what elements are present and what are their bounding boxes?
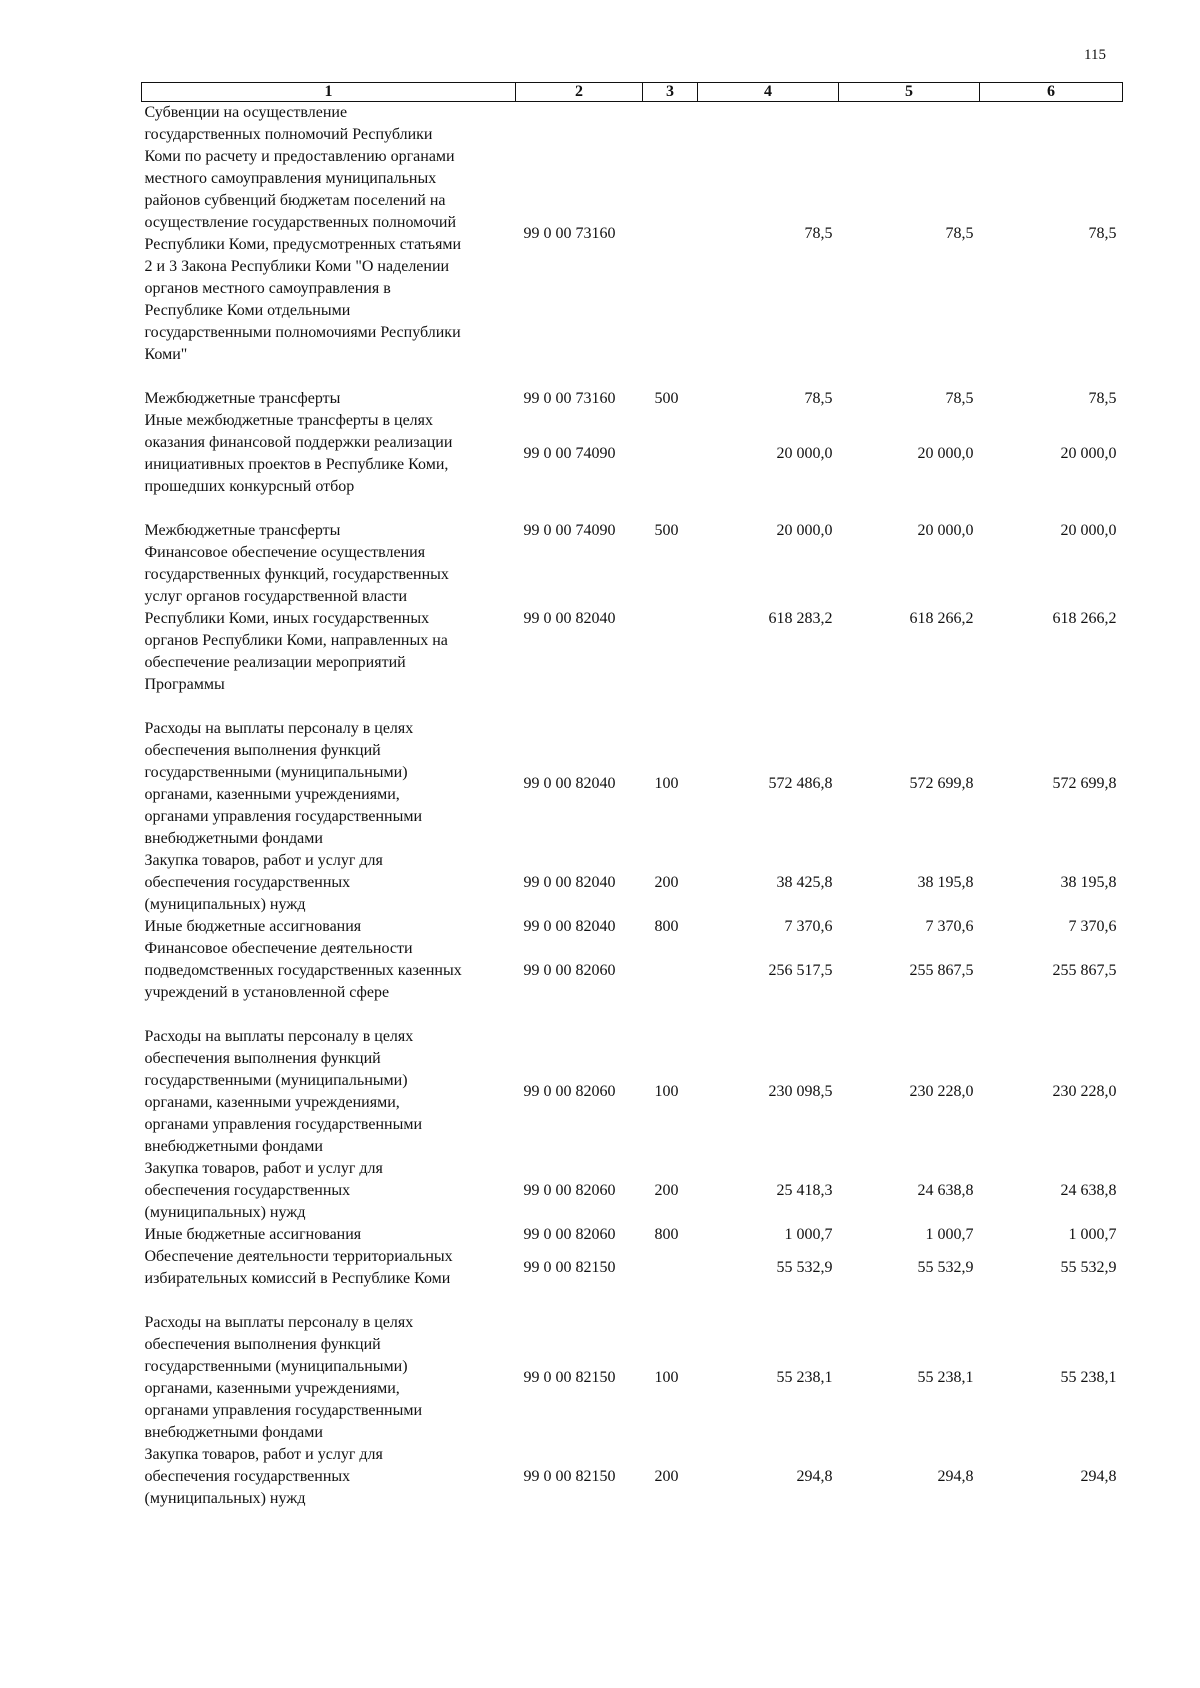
table-row — [142, 1158, 1123, 1224]
table-row — [142, 542, 1123, 696]
row-expense-type: 100 — [654, 1369, 679, 1386]
budget-table — [141, 82, 1123, 1510]
row-amount-col4: 55 238,1 — [776, 1369, 833, 1386]
row-amount-col6: 78,5 — [1088, 390, 1117, 407]
row-amount-col4: 256 517,5 — [768, 962, 833, 979]
row-spacer — [142, 1004, 1123, 1026]
row-amount-col5: 230 228,0 — [909, 1083, 974, 1100]
row-expense-type — [643, 542, 698, 696]
row-description: Закупка товаров, работ и услуг для обеспечения государственных (муниципальных) нужд — [144, 1446, 383, 1507]
row-expense-type — [643, 410, 698, 498]
row-target-code: 99 0 00 82150 — [523, 1259, 616, 1276]
row-description: Межбюджетные трансферты — [144, 522, 341, 539]
row-description: Финансовое обеспечение осуществления государственных функций, государственных услуг органов государственной власти Республики Коми, иных государственных органов Республики Коми, направленных на обеспечение реализации мероприятий Программы — [144, 544, 449, 693]
row-amount-col6: 1 000,7 — [1068, 1226, 1117, 1243]
table-body — [142, 102, 1123, 1511]
row-target-code: 99 0 00 73160 — [523, 390, 616, 407]
row-description: Субвенции на осуществление государственных полномочий Республики Коми по расчету и предоставлению органами местного самоуправления муниципальных районов субвенций бюджетам поселений на осуществление государственных полномочий Республики Коми, предусмотренных статьями 2 и 3 Закона Республики Коми "О наделении органов местного самоуправления в Республике Коми отдельными государственными полномочиями Республики Коми" — [144, 104, 462, 363]
row-amount-col4: 25 418,3 — [776, 1182, 833, 1199]
row-amount-col5: 20 000,0 — [917, 522, 974, 539]
row-target-code: 99 0 00 73160 — [523, 225, 616, 242]
row-amount-col5: 20 000,0 — [917, 445, 974, 462]
row-target-code: 99 0 00 74090 — [523, 445, 616, 462]
row-amount-col6: 55 532,9 — [1060, 1259, 1117, 1276]
page-number: 115 — [1084, 47, 1106, 63]
row-target-code: 99 0 00 82060 — [523, 1083, 616, 1100]
table-row — [142, 1224, 1123, 1246]
row-spacer — [142, 366, 1123, 388]
row-spacer-cell — [142, 1290, 1123, 1312]
row-target-code: 99 0 00 82150 — [523, 1468, 616, 1485]
row-amount-col5: 294,8 — [937, 1468, 974, 1485]
table-row — [142, 916, 1123, 938]
row-amount-col4: 7 370,6 — [784, 918, 833, 935]
row-target-code: 99 0 00 82150 — [523, 1369, 616, 1386]
row-description: Иные бюджетные ассигнования — [144, 1226, 362, 1243]
row-amount-col5: 572 699,8 — [909, 775, 974, 792]
row-expense-type: 500 — [654, 522, 679, 539]
row-amount-col4: 1 000,7 — [784, 1226, 833, 1243]
row-description: Межбюджетные трансферты — [144, 390, 341, 407]
row-amount-col6: 78,5 — [1088, 225, 1117, 242]
row-expense-type: 100 — [654, 1083, 679, 1100]
row-amount-col5: 7 370,6 — [925, 918, 974, 935]
table-row — [142, 102, 1123, 367]
table-row — [142, 388, 1123, 410]
row-expense-type — [643, 102, 698, 367]
row-description: Обеспечение деятельности территориальных избирательных комиссий в Республике Коми — [144, 1248, 453, 1287]
table-row — [142, 850, 1123, 916]
table-row — [142, 718, 1123, 850]
row-amount-col6: 255 867,5 — [1052, 962, 1117, 979]
row-amount-col4: 20 000,0 — [776, 522, 833, 539]
row-expense-type: 500 — [654, 390, 679, 407]
column-header-5: 5 — [839, 83, 980, 102]
row-amount-col5: 1 000,7 — [925, 1226, 974, 1243]
row-spacer-cell — [142, 1004, 1123, 1026]
table-row — [142, 1312, 1123, 1444]
row-target-code: 99 0 00 82040 — [523, 918, 616, 935]
row-amount-col6: 618 266,2 — [1052, 610, 1117, 627]
row-amount-col6: 572 699,8 — [1052, 775, 1117, 792]
row-spacer-cell — [142, 366, 1123, 388]
row-amount-col6: 55 238,1 — [1060, 1369, 1117, 1386]
row-spacer-cell — [142, 696, 1123, 718]
row-description: Закупка товаров, работ и услуг для обеспечения государственных (муниципальных) нужд — [144, 852, 383, 913]
row-amount-col6: 24 638,8 — [1060, 1182, 1117, 1199]
row-description: Расходы на выплаты персоналу в целях обеспечения выполнения функций государственными (муниципальными) органами, казенными учреждениями, органами управления государственными внебюджетными фондами — [144, 720, 422, 847]
column-header-2: 2 — [516, 83, 643, 102]
table-row — [142, 1246, 1123, 1290]
row-expense-type — [643, 1246, 698, 1290]
row-target-code: 99 0 00 82060 — [523, 1226, 616, 1243]
row-amount-col4: 20 000,0 — [776, 445, 833, 462]
row-expense-type — [643, 938, 698, 1004]
row-amount-col5: 55 532,9 — [917, 1259, 974, 1276]
row-expense-type: 200 — [654, 1182, 679, 1199]
table-row — [142, 410, 1123, 498]
table-row — [142, 1444, 1123, 1510]
row-amount-col6: 294,8 — [1080, 1468, 1117, 1485]
row-amount-col5: 78,5 — [945, 225, 974, 242]
column-header-3: 3 — [643, 83, 698, 102]
column-header-4: 4 — [698, 83, 839, 102]
row-amount-col5: 38 195,8 — [917, 874, 974, 891]
row-amount-col5: 78,5 — [945, 390, 974, 407]
row-target-code: 99 0 00 82060 — [523, 1182, 616, 1199]
row-expense-type: 800 — [654, 918, 679, 935]
row-amount-col6: 7 370,6 — [1068, 918, 1117, 935]
table-row — [142, 938, 1123, 1004]
header-row — [142, 83, 1123, 102]
row-amount-col6: 230 228,0 — [1052, 1083, 1117, 1100]
row-amount-col4: 618 283,2 — [768, 610, 833, 627]
row-amount-col6: 20 000,0 — [1060, 522, 1117, 539]
row-description: Расходы на выплаты персоналу в целях обеспечения выполнения функций государственными (муниципальными) органами, казенными учреждениями, органами управления государственными внебюджетными фондами — [144, 1028, 422, 1155]
row-amount-col4: 55 532,9 — [776, 1259, 833, 1276]
row-amount-col4: 78,5 — [804, 390, 833, 407]
row-description: Финансовое обеспечение деятельности подведомственных государственных казенных учреждений в установленной сфере — [144, 940, 462, 1001]
row-target-code: 99 0 00 82040 — [523, 610, 616, 627]
row-amount-col4: 572 486,8 — [768, 775, 833, 792]
row-target-code: 99 0 00 82040 — [523, 775, 616, 792]
row-amount-col5: 24 638,8 — [917, 1182, 974, 1199]
row-amount-col6: 38 195,8 — [1060, 874, 1117, 891]
row-target-code: 99 0 00 82040 — [523, 874, 616, 891]
column-header-1: 1 — [142, 83, 516, 102]
row-expense-type: 200 — [654, 874, 679, 891]
row-amount-col4: 294,8 — [796, 1468, 833, 1485]
row-amount-col5: 255 867,5 — [909, 962, 974, 979]
column-header-6: 6 — [980, 83, 1123, 102]
row-expense-type: 800 — [654, 1226, 679, 1243]
row-spacer — [142, 1290, 1123, 1312]
row-expense-type: 100 — [654, 775, 679, 792]
row-spacer-cell — [142, 498, 1123, 520]
row-description: Расходы на выплаты персоналу в целях обеспечения выполнения функций государственными (муниципальными) органами, казенными учреждениями, органами управления государственными внебюджетными фондами — [144, 1314, 422, 1441]
table-row — [142, 520, 1123, 542]
row-spacer — [142, 498, 1123, 520]
row-spacer — [142, 696, 1123, 718]
row-description: Иные межбюджетные трансферты в целях оказания финансовой поддержки реализации инициативных проектов в Республике Коми, прошедших конкурсный отбор — [144, 412, 453, 495]
row-description: Иные бюджетные ассигнования — [144, 918, 362, 935]
row-amount-col4: 78,5 — [804, 225, 833, 242]
row-target-code: 99 0 00 82060 — [523, 962, 616, 979]
table-row — [142, 1026, 1123, 1158]
row-amount-col4: 38 425,8 — [776, 874, 833, 891]
row-amount-col5: 55 238,1 — [917, 1369, 974, 1386]
row-expense-type: 200 — [654, 1468, 679, 1485]
row-description: Закупка товаров, работ и услуг для обеспечения государственных (муниципальных) нужд — [144, 1160, 383, 1221]
row-target-code: 99 0 00 74090 — [523, 522, 616, 539]
row-amount-col4: 230 098,5 — [768, 1083, 833, 1100]
row-amount-col5: 618 266,2 — [909, 610, 974, 627]
row-amount-col6: 20 000,0 — [1060, 445, 1117, 462]
